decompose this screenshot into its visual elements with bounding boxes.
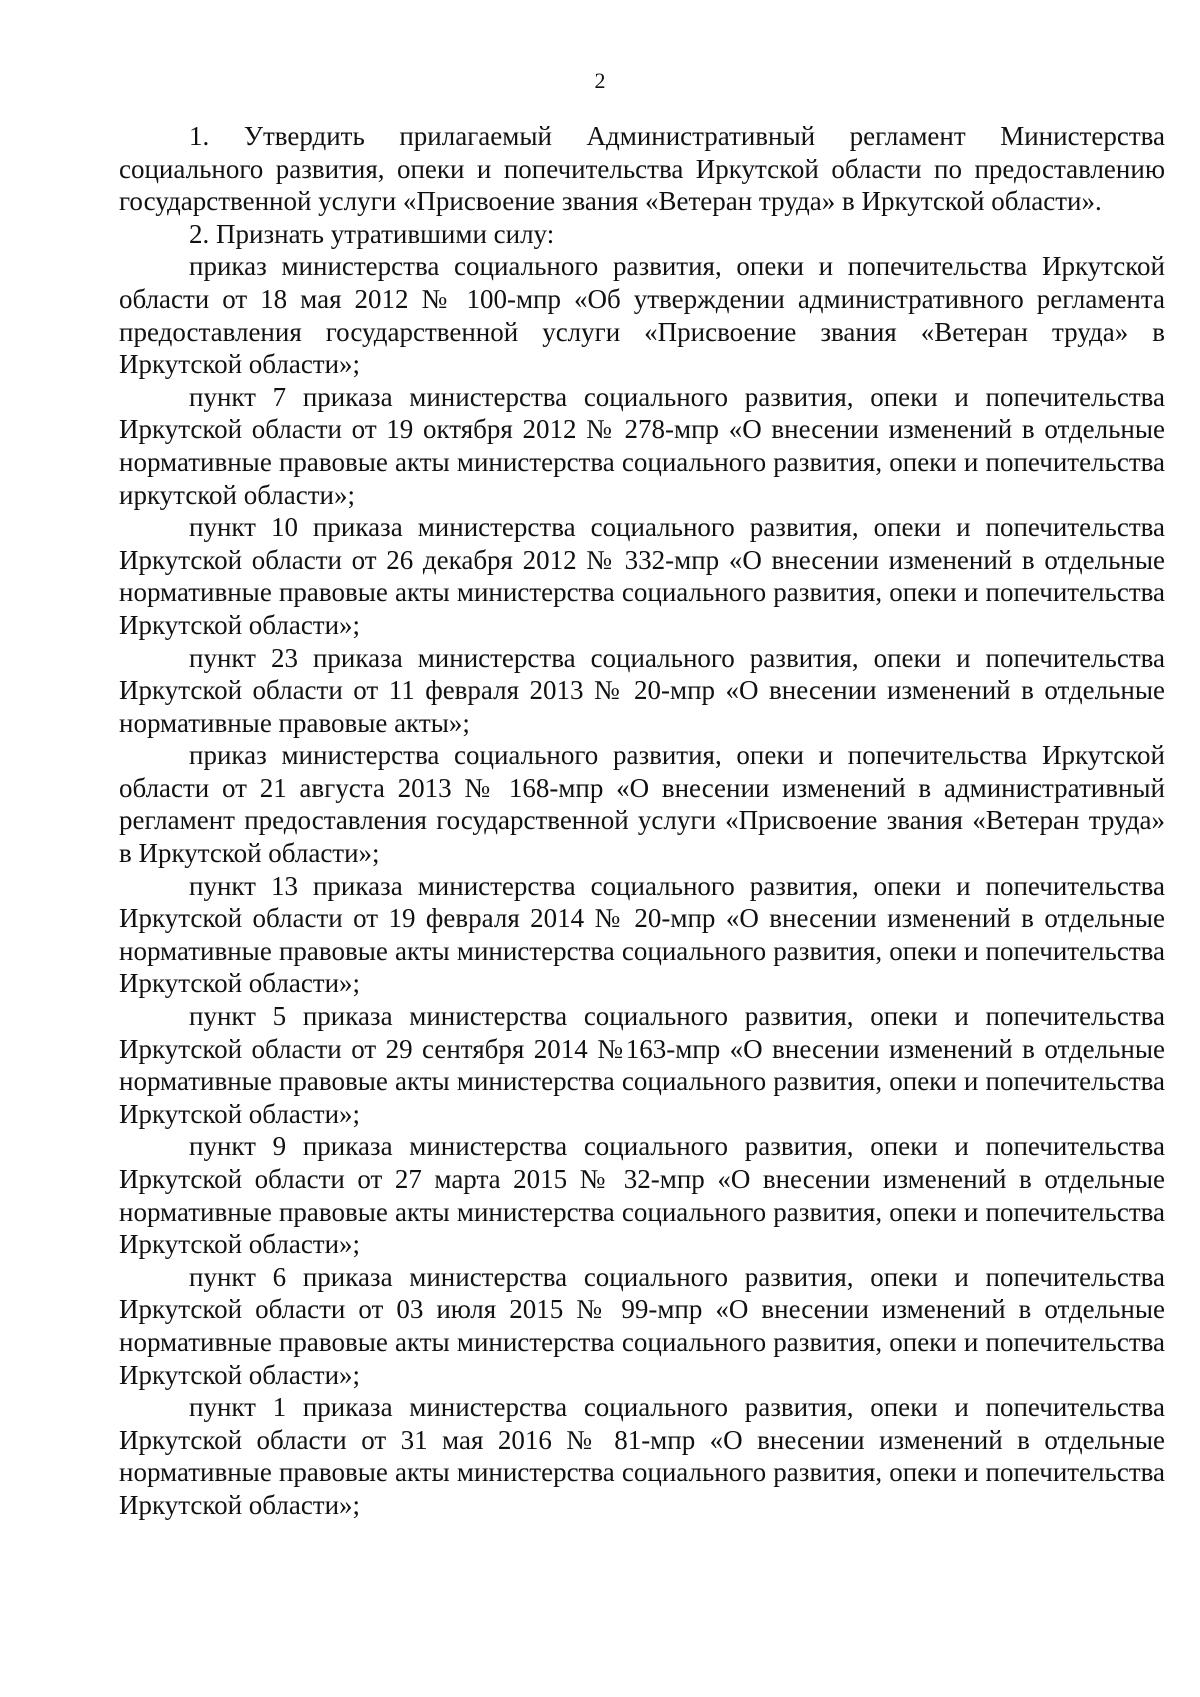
paragraph-repealed-order-168: приказ министерства социального развития, опеки и попечительства Иркутской области от 21 августа 2013 № 168-мпр «О внесении изменений в административный регламент предоставления государственной услуги «Присвоение звания «Ветеран труда» в Иркутской области»;: [119, 740, 1165, 869]
paragraph-repeal-heading: 2. Признать утратившими силу:: [189, 218, 555, 249]
page-number: 2: [594, 68, 606, 93]
paragraph-repealed-order-163: пункт 5 приказа министерства социального развития, опеки и попечительства Иркутской области от 29 сентября 2014 №163-мпр «О внесении изменений в отдельные нормативные правовые акты министерства социального развития, опеки и попечительства Иркутской области»;: [119, 1001, 1165, 1129]
document-body: [119, 120, 1165, 1522]
paragraph-repealed-order-32: пункт 9 приказа министерства социального развития, опеки и попечительства Иркутской области от 27 марта 2015 № 32-мпр «О внесении изменений в отдельные нормативные правовые акты министерства социального развития, опеки и попечительства Иркутской области»;: [119, 1131, 1165, 1260]
paragraph-repealed-order-332: пункт 10 приказа министерства социального развития, опеки и попечительства Иркутской области от 26 декабря 2012 № 332-мпр «О внесении изменений в отдельные нормативные правовые акты министерства социального развития, опеки и попечительства Иркутской области»;: [119, 512, 1165, 640]
paragraph-repealed-order-20-2014: пункт 13 приказа министерства социального развития, опеки и попечительства Иркутской области от 19 февраля 2014 № 20-мпр «О внесении изменений в отдельные нормативные правовые акты министерства социального развития, опеки и попечительства Иркутской области»;: [119, 870, 1165, 999]
paragraph-approve-regulation: 1. Утвердить прилагаемый Административный регламент Министерства социального развития, опеки и попечительства Иркутской области по предоставлению государственной услуги «Присвоение звания «Ветеран труда» в Иркутской области».: [119, 121, 1165, 217]
paragraph-repealed-order-99: пункт 6 приказа министерства социального развития, опеки и попечительства Иркутской области от 03 июля 2015 № 99-мпр «О внесении изменений в отдельные нормативные правовые акты министерства социального развития, опеки и попечительства Иркутской области»;: [119, 1261, 1165, 1390]
paragraph-repealed-order-81: пункт 1 приказа министерства социального развития, опеки и попечительства Иркутской области от 31 мая 2016 № 81-мпр «О внесении изменений в отдельные нормативные правовые акты министерства социального развития, опеки и попечительства Иркутской области»;: [119, 1392, 1165, 1520]
paragraph-repealed-order-20-2013: пункт 23 приказа министерства социального развития, опеки и попечительства Иркутской области от 11 февраля 2013 № 20-мпр «О внесении изменений в отдельные нормативные правовые акты»;: [119, 642, 1165, 738]
paragraph-repealed-order-278: пункт 7 приказа министерства социального развития, опеки и попечительства Иркутской области от 19 октября 2012 № 278-мпр «О внесении изменений в отдельные нормативные правовые акты министерства социального развития, опеки и попечительства иркутской области»;: [119, 381, 1165, 510]
paragraph-repealed-order-100: приказ министерства социального развития, опеки и попечительства Иркутской области от 18 мая 2012 № 100-мпр «Об утверждении административного регламента предоставления государственной услуги «Присвоение звания «Ветеран труда» в Иркутской области»;: [119, 251, 1165, 380]
